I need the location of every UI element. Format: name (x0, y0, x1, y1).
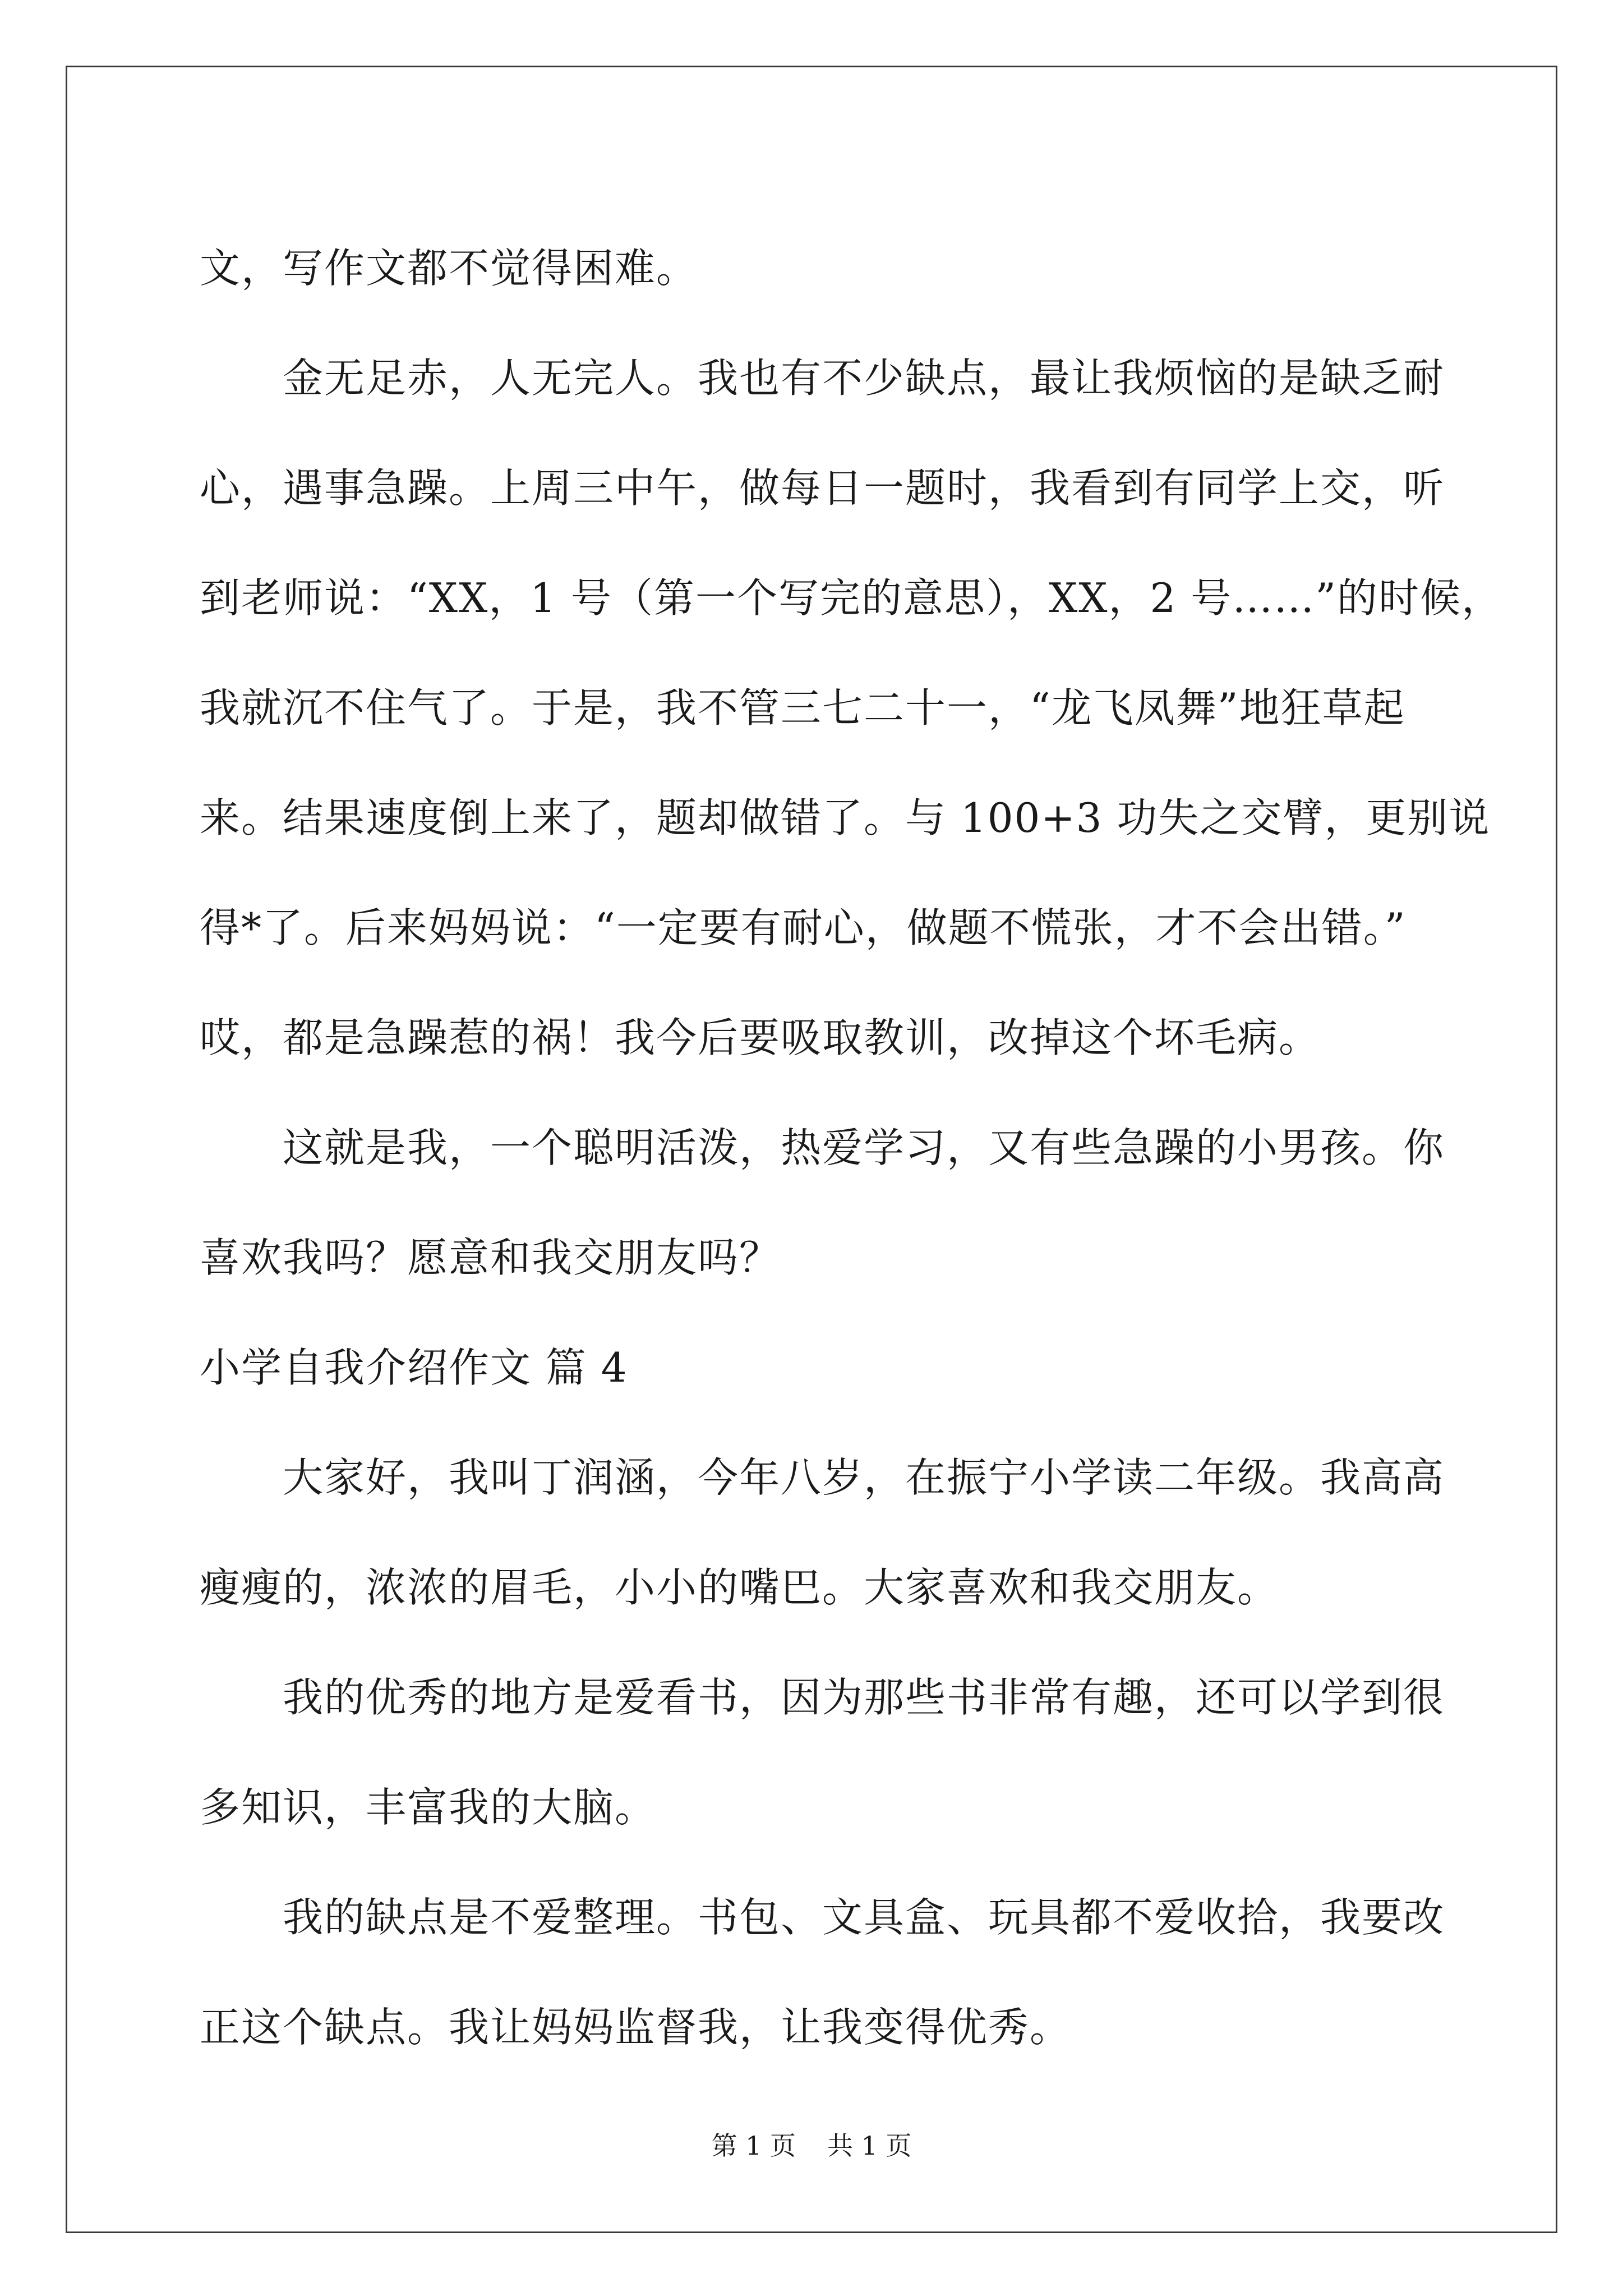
document-body (200, 213, 1504, 2082)
paragraph-line: 我就沉不住气了。于是，我不管三七二十一，“龙飞凤舞”地狂草起 (200, 684, 1405, 731)
page-footer (0, 2129, 1623, 2162)
paragraph-line: 到老师说：“XX，1 号（第一个写完的意思），XX，2 号……”的时候， (200, 574, 1504, 622)
paragraph-line: 正这个缺点。我让妈妈监督我，让我变得优秀。 (200, 2004, 1072, 2051)
page-number-current: 第 1 页 (711, 2131, 796, 2161)
paragraph-line: 喜欢我吗？愿意和我交朋友吗？ (200, 1234, 781, 1281)
paragraph-line: 瘦瘦的，浓浓的眉毛，小小的嘴巴。大家喜欢和我交朋友。 (200, 1564, 1279, 1611)
page-number-total: 共 1 页 (827, 2131, 912, 2161)
paragraph-line: 文，写作文都不觉得困难。 (200, 245, 698, 292)
paragraph-line: 我的优秀的地方是爱看书，因为那些书非常有趣，还可以学到很 (283, 1674, 1445, 1721)
paragraph-line: 哎，都是急躁惹的祸！我今后要吸取教训，改掉这个坏毛病。 (200, 1014, 1321, 1061)
paragraph-line: 这就是我，一个聪明活泼，热爱学习，又有些急躁的小男孩。你 (283, 1124, 1445, 1171)
paragraph-line: 我的缺点是不爱整理。书包、文具盒、玩具都不爱收拾，我要改 (283, 1894, 1445, 1941)
paragraph-line: 得*了。后来妈妈说：“一定要有耐心，做题不慌张，才不会出错。” (200, 904, 1407, 951)
paragraph-line: 多知识，丰富我的大脑。 (200, 1784, 657, 1831)
paragraph-line: 金无足赤，人无完人。我也有不少缺点，最让我烦恼的是缺乏耐 (283, 355, 1445, 402)
paragraph-line: 大家好，我叫丁润涵，今年八岁，在振宁小学读二年级。我高高 (283, 1454, 1445, 1501)
paragraph-line: 来。结果速度倒上来了，题却做错了。与 100+3 功失之交臂，更别说 (200, 794, 1491, 841)
paragraph-line: 心，遇事急躁。上周三中午，做每日一题时，我看到有同学上交，听 (200, 464, 1445, 512)
section-heading: 小学自我介绍作文 篇 4 (200, 1344, 628, 1391)
